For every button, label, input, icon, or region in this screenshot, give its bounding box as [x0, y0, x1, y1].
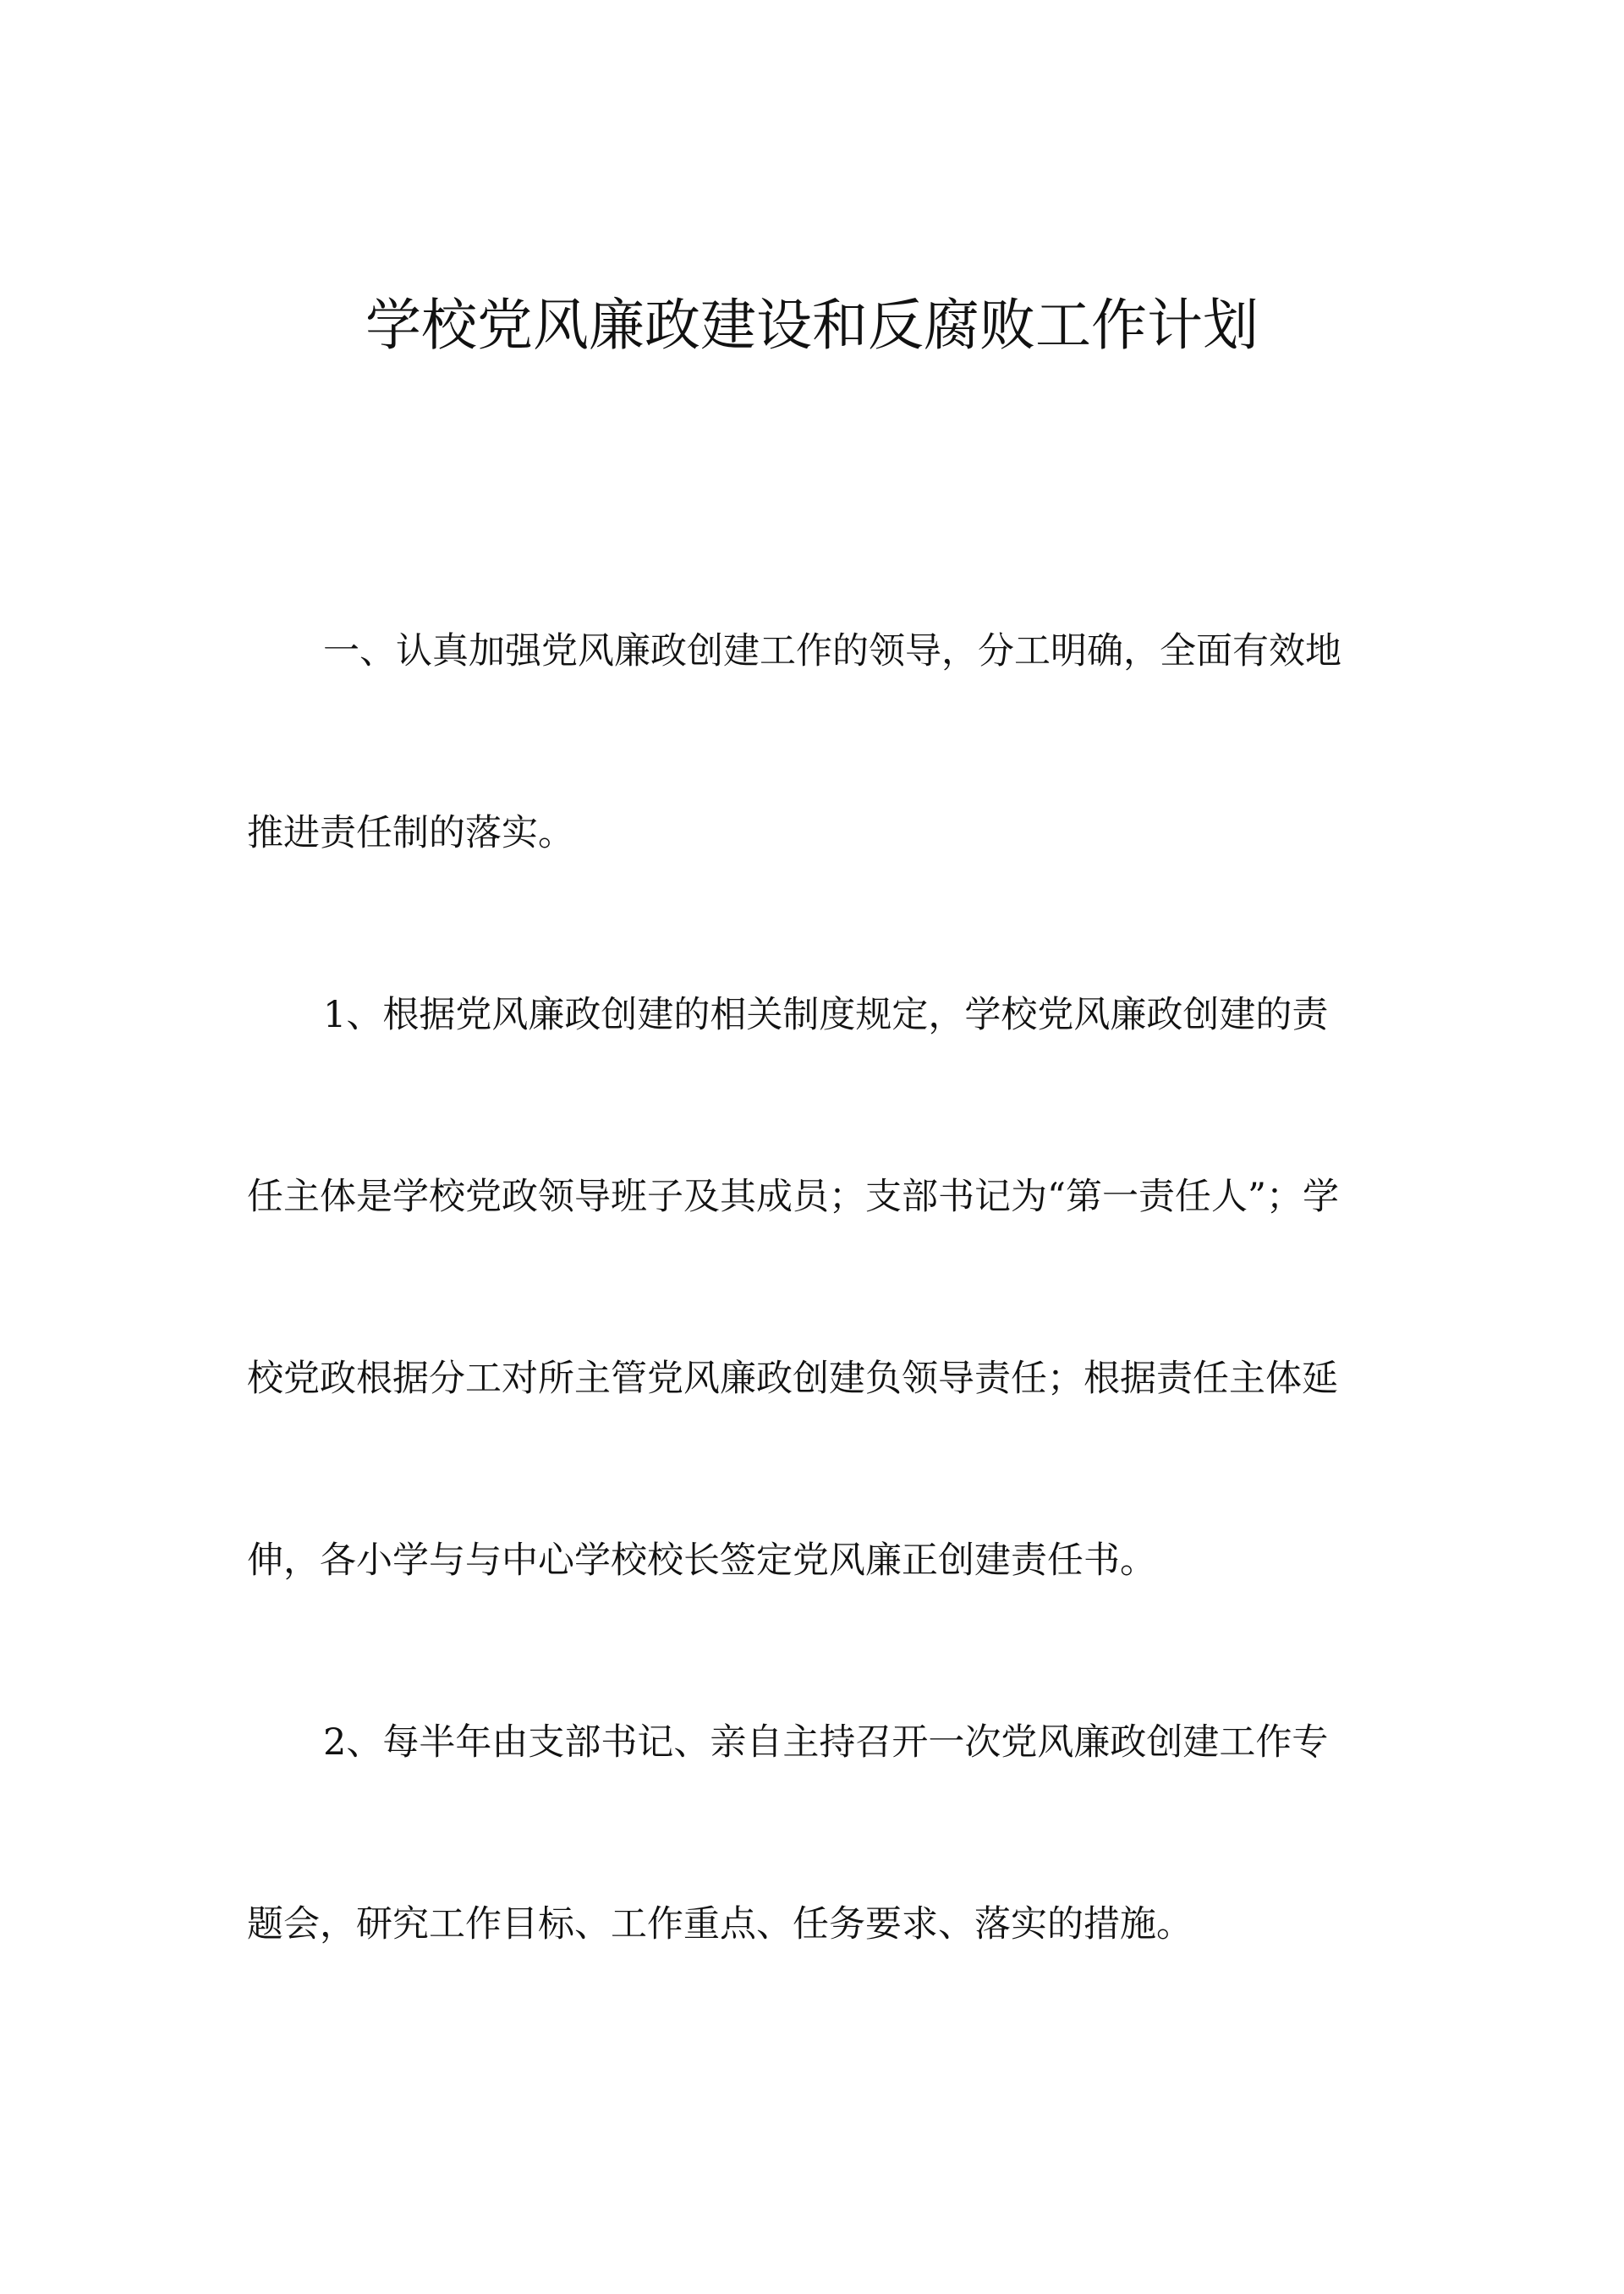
- list-item-2-line: 2、每半年由支部书记、亲自主持召开一次党风廉政创建工作专: [323, 1721, 1329, 1764]
- paragraph-line: 伸，各小学与与中心学校校长签定党风廉正创建责任书。: [247, 1539, 1156, 1582]
- list-item-1-line: 1、根据党风廉政创建的相关制度规定，学校党风廉政创建的责: [323, 994, 1329, 1036]
- paragraph-line: 任主体是学校党政领导班子及其成员；支部书记为“第一责任人”；学: [247, 1176, 1339, 1218]
- section-heading-1: 一、认真加强党风廉政创建工作的领导，分工明确，全面有效地: [323, 630, 1341, 672]
- paragraph-line: 推进责任制的落实。: [247, 812, 574, 854]
- paragraph-line: 题会，研究工作目标、工作重点、任务要求、落实的措施。: [247, 1903, 1193, 1946]
- document-title: 学校党风廉政建设和反腐败工作计划: [365, 293, 1259, 359]
- paragraph-line: 校党政根据分工对所主管党风廉政创建负领导责任；根据责任主体延: [247, 1358, 1338, 1400]
